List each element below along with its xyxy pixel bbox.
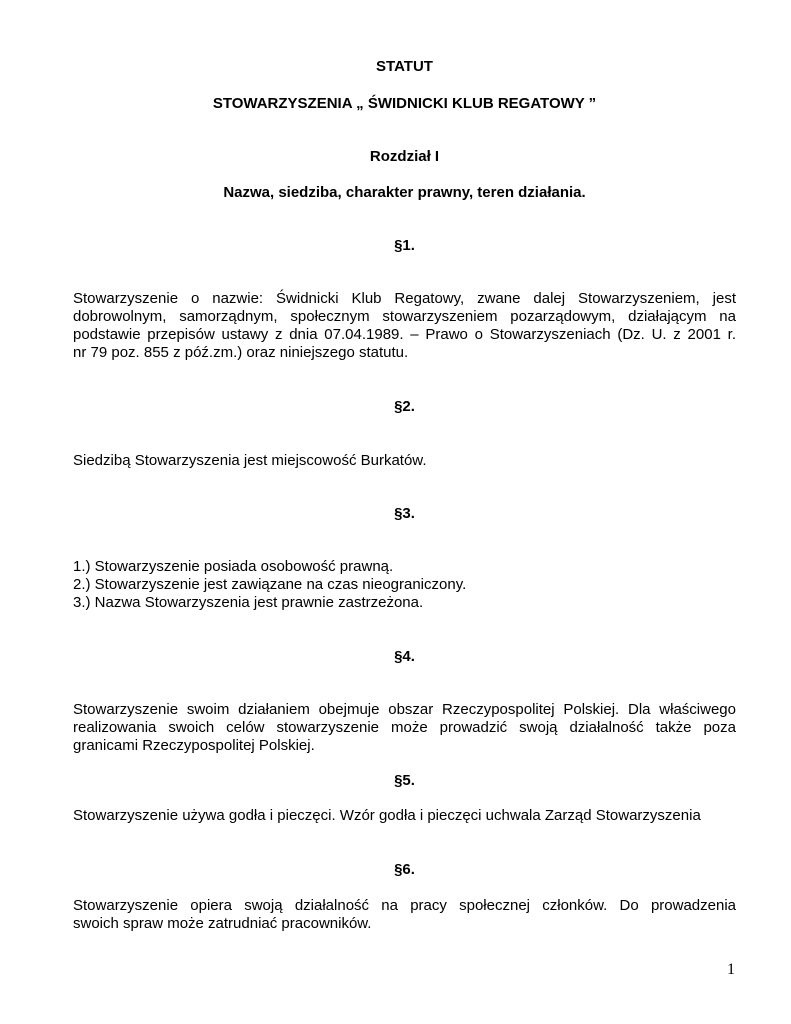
list-item: 3.) Nazwa Stowarzyszenia jest prawnie zastrzeżona.	[73, 594, 424, 611]
paragraph-line: Stowarzyszenie opiera swoją działalność na pracy społecznej członków. Do prowadzenia	[73, 897, 736, 914]
document-subtitle: STOWARZYSZENIA „ ŚWIDNICKI KLUB REGATOWY ”	[212, 95, 597, 112]
chapter-title: Nazwa, siedziba, charakter prawny, teren działania.	[223, 184, 586, 201]
section-1-paragraph	[73, 290, 736, 362]
paragraph-line: podstawie przepisów ustawy z dnia 07.04.1989. – Prawo o Stowarzyszeniach (Dz. U. z 2001 r.	[73, 326, 736, 343]
section-4-heading: §4.	[394, 648, 415, 665]
section-3-heading: §3.	[394, 505, 415, 522]
section-3-list	[73, 558, 736, 612]
paragraph-line: Siedzibą Stowarzyszenia jest miejscowość Burkatów.	[73, 452, 427, 469]
section-2-heading: §2.	[394, 398, 415, 415]
paragraph-line: dobrowolnym, samorządnym, społecznym stowarzyszeniem pozarządowym, działającym na	[73, 308, 736, 325]
page-number: 1	[727, 961, 735, 978]
paragraph-line: realizowania swoich celów stowarzyszenie może prowadzić swoją działalność także poza	[73, 719, 736, 736]
list-item: 1.) Stowarzyszenie posiada osobowość prawną.	[73, 558, 394, 575]
section-4-paragraph	[73, 701, 736, 755]
chapter-heading: Rozdział I	[369, 148, 440, 165]
paragraph-line: nr 79 poz. 855 z póź.zm.) oraz niniejszego statutu.	[73, 344, 409, 361]
paragraph-line: granicami Rzeczypospolitej Polskiej.	[73, 737, 315, 754]
list-item: 2.) Stowarzyszenie jest zawiązane na czas nieograniczony.	[73, 576, 467, 593]
section-6-heading: §6.	[394, 861, 415, 878]
section-5-heading: §5.	[394, 772, 415, 789]
paragraph-line: Stowarzyszenie o nazwie: Świdnicki Klub Regatowy, zwane dalej Stowarzyszeniem, jest	[73, 290, 736, 307]
section-2-paragraph	[73, 452, 736, 470]
section-1-heading: §1.	[394, 237, 415, 254]
paragraph-line: Stowarzyszenie swoim działaniem obejmuje obszar Rzeczypospolitej Polskiej. Dla właściwego	[73, 701, 736, 718]
paragraph-line: swoich spraw może zatrudniać pracowników.	[73, 915, 372, 932]
section-5-paragraph	[73, 807, 736, 825]
paragraph-line: Stowarzyszenie używa godła i pieczęci. Wzór godła i pieczęci uchwala Zarząd Stowarzyszenia	[73, 807, 701, 824]
section-6-paragraph	[73, 897, 736, 933]
document-title: STATUT	[376, 58, 433, 75]
